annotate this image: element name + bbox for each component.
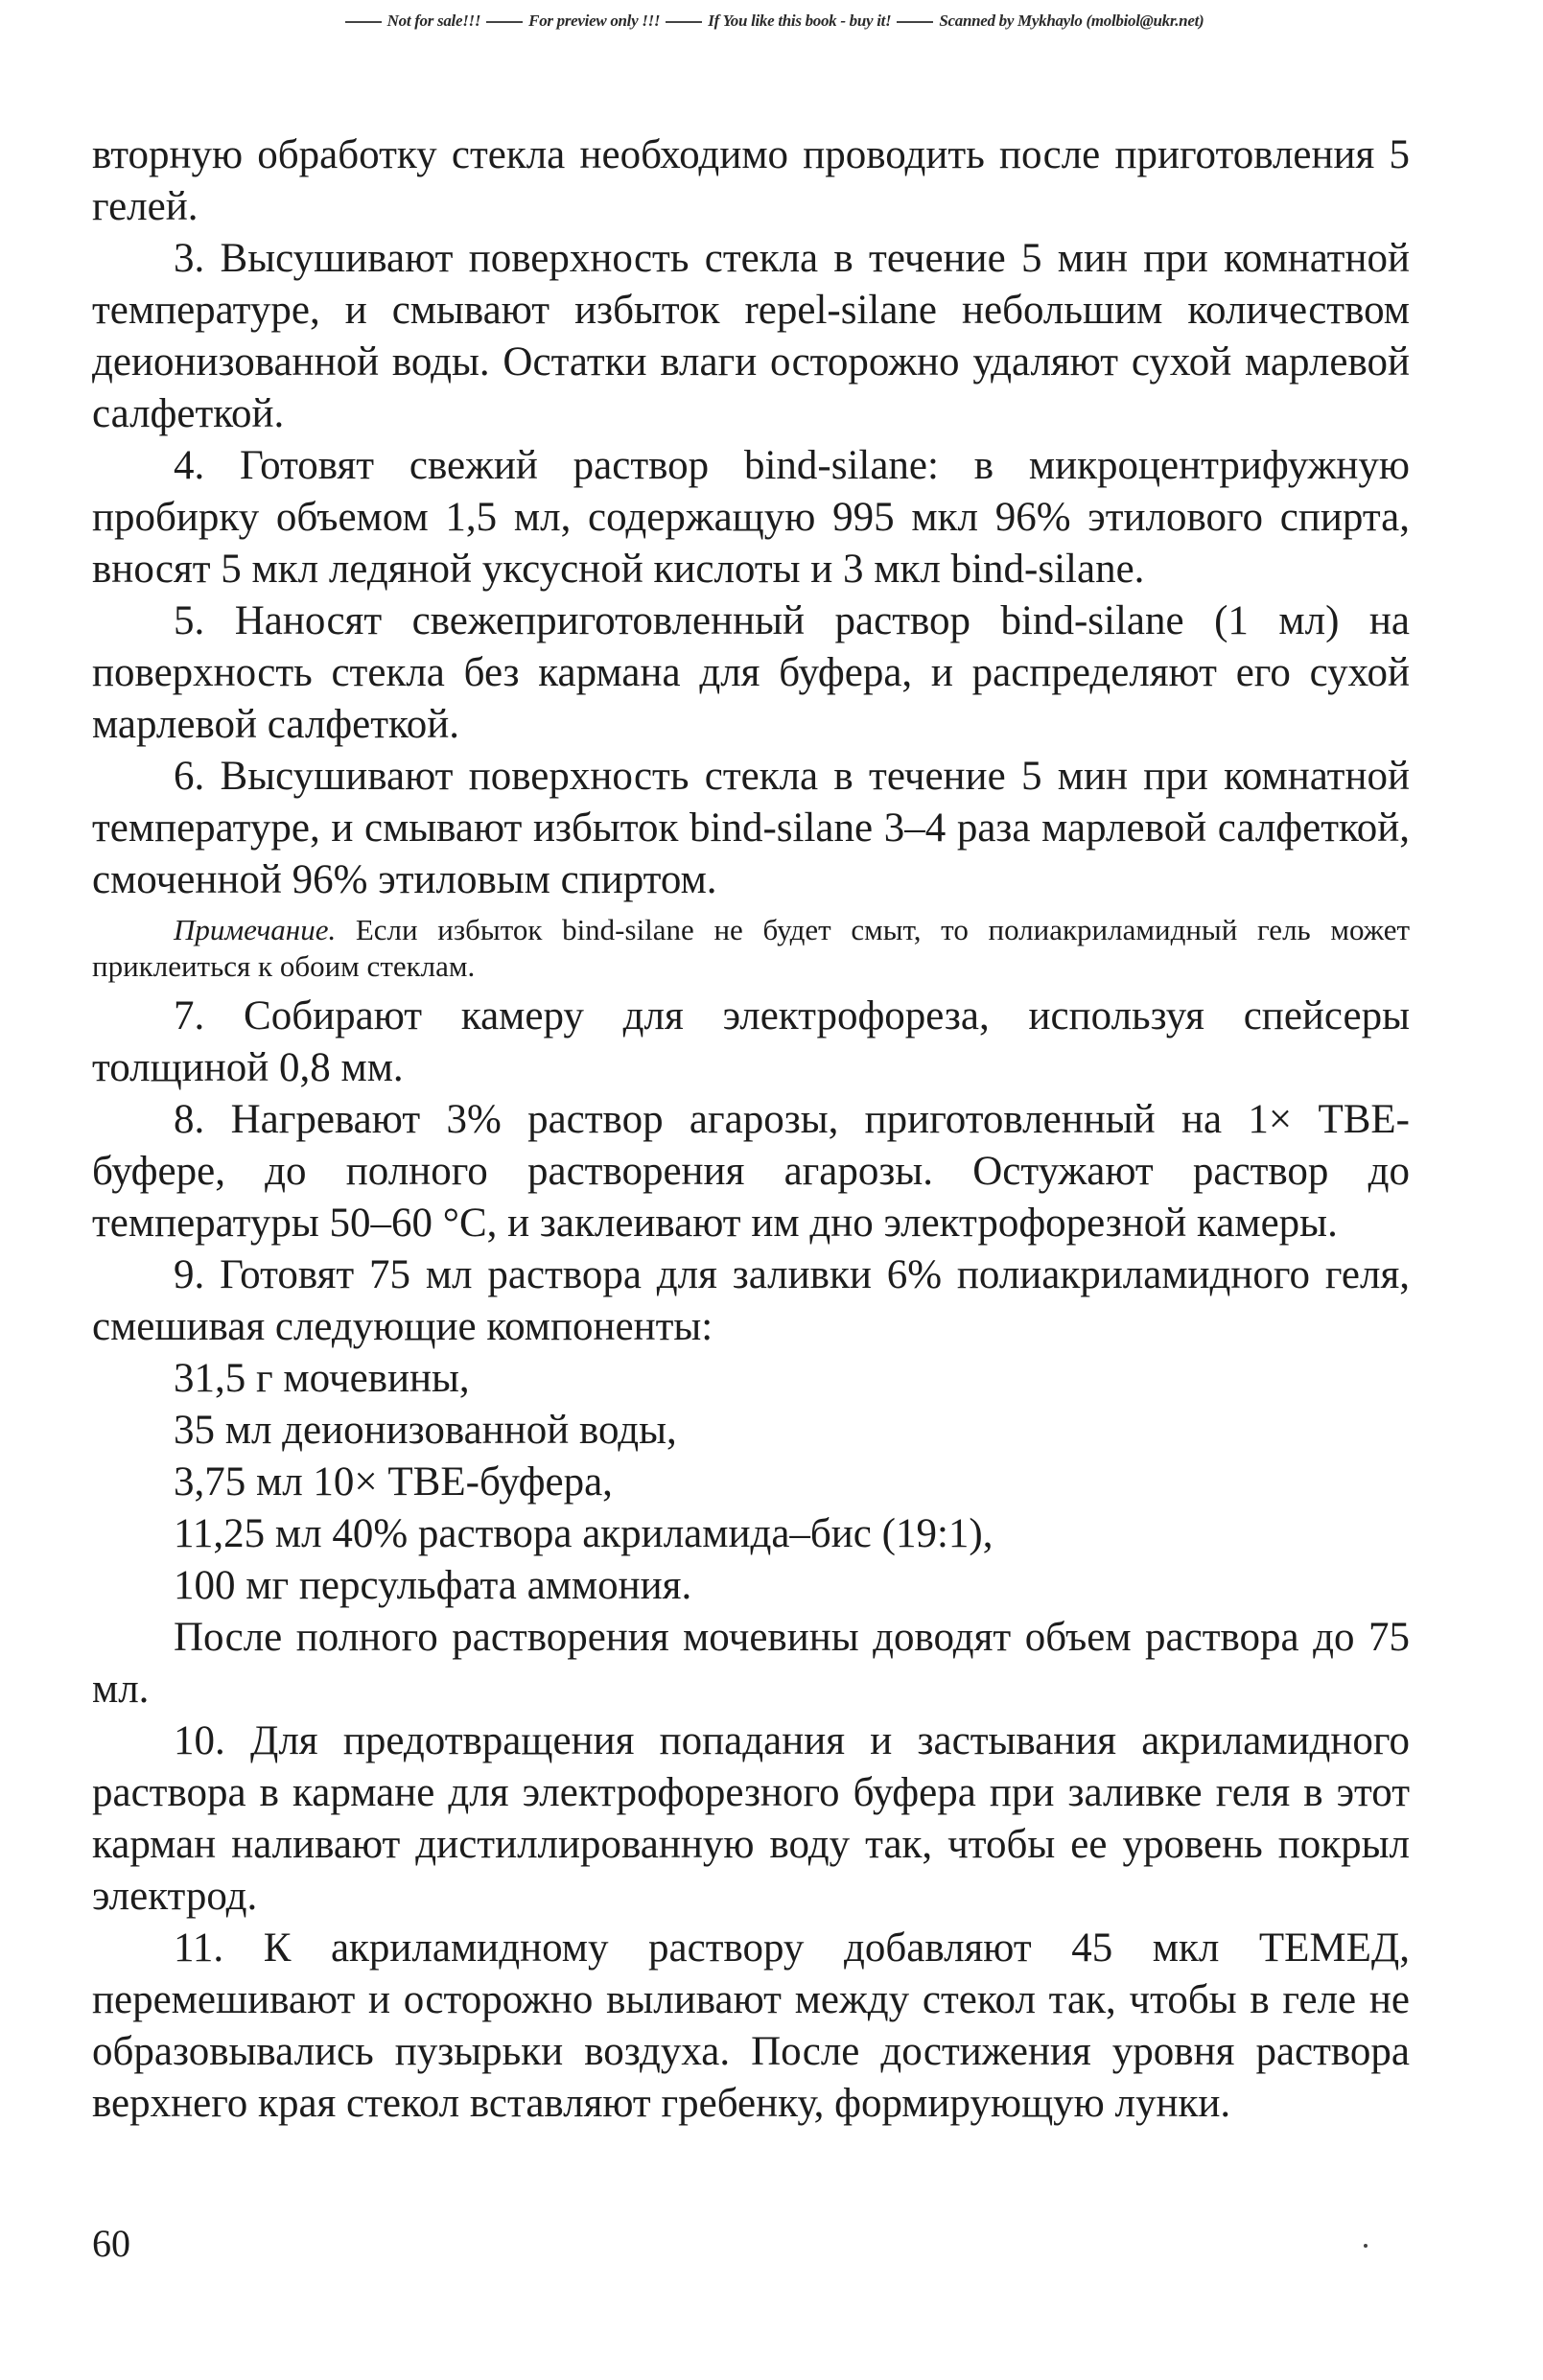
banner-separator <box>486 21 523 23</box>
component-item: 35 мл деионизованной воды, <box>174 1408 677 1453</box>
scan-banner <box>0 12 1543 31</box>
paragraph-step-11: 11. К акриламидному раствору добавляют 45 мкл ТЕМЕД, перемешивают и осторожно выливают между стекол так, чтобы в геле не образовывались пузырьки воздуха. После достижения уровня раствора верхнего края стекол вставляют гребенку, формирующую лунки. <box>92 1925 1410 2126</box>
page-body <box>92 129 1410 2130</box>
scan-speck <box>1364 2244 1368 2248</box>
paragraph-step-9: 9. Готовят 75 мл раствора для заливки 6% полиакриламидного геля, смешивая следующие компоненты: <box>92 1252 1410 1349</box>
banner-part-1: Not for sale!!! <box>386 12 481 30</box>
banner-separator <box>897 21 933 23</box>
paragraph-step-4: 4. Готовят свежий раствор bind-silane: в микроцентрифужную пробирку объемом 1,5 мл, содержащую 995 мкл 96% этилового спирта, вносят 5 мкл ледяной уксусной кислоты и 3 мкл bind-silane. <box>92 443 1410 592</box>
note-text: Если избыток bind-silane не будет смыт, то полиакриламидный гель может приклеиться к обоим стеклам. <box>92 913 1410 983</box>
banner-part-3: If You like this book - buy it! <box>708 12 892 30</box>
component-item: 3,75 мл 10× ТВЕ-буфера, <box>174 1459 613 1505</box>
banner-part-4: Scanned by Mykhaylo (molbiol@ukr.net) <box>939 12 1204 30</box>
paragraph-step-7: 7. Собирают камеру для электрофореза, используя спейсеры толщиной 0,8 мм. <box>92 993 1410 1090</box>
banner-separator <box>666 21 702 23</box>
page-number: 60 <box>92 2222 130 2265</box>
paragraph-continuation: вторную обработку стекла необходимо проводить после приготовления 5 гелей. <box>92 132 1410 229</box>
paragraph-step-6: 6. Высушивают поверхность стекла в течение 5 мин при комнатной температуре, и смывают избыток bind-silane 3–4 раза марлевой салфеткой, смоченной 96% этиловым спиртом. <box>92 754 1410 902</box>
paragraph-step-10: 10. Для предотвращения попадания и застывания акриламидного раствора в кармане для электрофорезного буфера при заливке геля в этот карман наливают дистиллированную воду так, чтобы ее уровень покрыл электрод. <box>92 1718 1410 1919</box>
note <box>92 912 1410 985</box>
paragraph-step-8: 8. Нагревают 3% раствор агарозы, приготовленный на 1× ТВЕ-буфере, до полного растворения агарозы. Остужают раствор до температуры 50–60 °С, и заклеивают им дно электрофорезной камеры. <box>92 1097 1410 1246</box>
banner-part-2: For preview only !!! <box>528 12 661 30</box>
paragraph-step-9-after: После полного растворения мочевины доводят объем раствора до 75 мл. <box>92 1615 1410 1712</box>
note-label: Примечание. <box>174 913 337 946</box>
component-item: 100 мг персульфата аммония. <box>174 1563 692 1608</box>
banner-separator <box>345 21 382 23</box>
component-item: 31,5 г мочевины, <box>174 1356 470 1401</box>
paragraph-step-3: 3. Высушивают поверхность стекла в течение 5 мин при комнатной температуре, и смывают избыток repel-silane небольшим количеством деионизованной воды. Остатки влаги осторожно удаляют сухой марлевой салфеткой. <box>92 236 1410 436</box>
component-item: 11,25 мл 40% раствора акриламида–бис (19:1), <box>174 1511 994 1556</box>
paragraph-step-5: 5. Наносят свежеприготовленный раствор bind-silane (1 мл) на поверхность стекла без кармана для буфера, и распределяют его сухой марлевой салфеткой. <box>92 598 1410 747</box>
